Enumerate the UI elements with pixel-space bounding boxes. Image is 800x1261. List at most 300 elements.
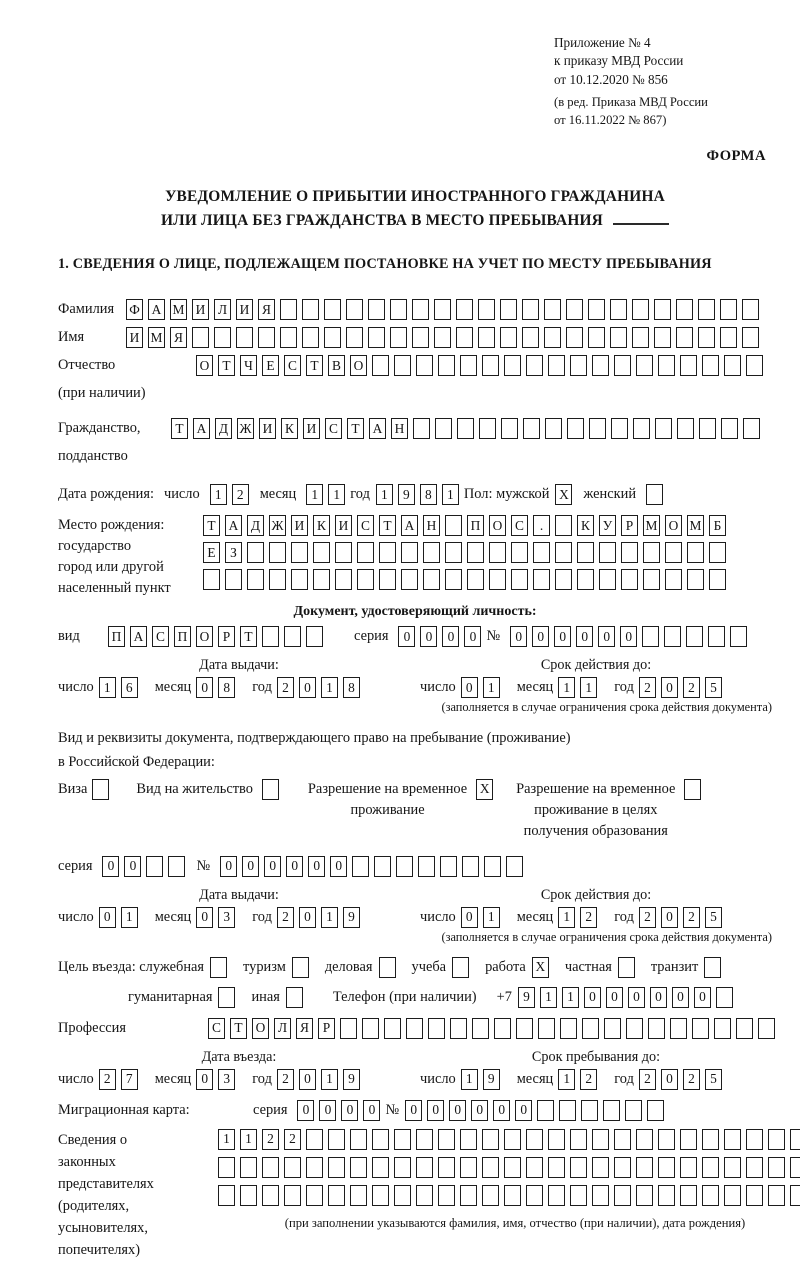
entry-dates-row [58, 1069, 772, 1090]
form-cell: 2 [639, 1069, 656, 1090]
form-cell: 0 [620, 626, 637, 647]
res-issue-month-cells [196, 907, 240, 928]
form-cell: 1 [328, 484, 345, 505]
id-doc-number-cells [510, 626, 752, 647]
form-cell [790, 1185, 800, 1206]
form-cell: 0 [576, 626, 593, 647]
form-cell [291, 569, 308, 590]
form-cell: 2 [580, 907, 597, 928]
form-cell [379, 957, 396, 978]
form-cell: 9 [483, 1069, 500, 1090]
form-cell: 0 [510, 626, 527, 647]
form-cell [643, 542, 660, 563]
form-cell: 0 [319, 1100, 336, 1121]
form-cell [262, 626, 279, 647]
form-cell [372, 1129, 389, 1150]
appendix-line-1: Приложение № 4 [554, 35, 651, 50]
form-cell [655, 418, 672, 439]
form-cell: 0 [196, 677, 213, 698]
phone-cells [518, 987, 738, 1008]
form-cell: Т [171, 418, 188, 439]
form-cell: П [174, 626, 191, 647]
form-cell: 0 [286, 856, 303, 877]
form-cell [460, 1129, 477, 1150]
residence-permit-checkbox [262, 779, 284, 800]
form-cell [646, 484, 663, 505]
form-cell [394, 1129, 411, 1150]
form-cell: К [313, 515, 330, 536]
form-cell [702, 1185, 719, 1206]
temp-residence-edu-option: Разрешение на временное проживание в целях получения образования [516, 779, 706, 842]
id-doc-series-label: серия [354, 628, 389, 645]
form-cell: 0 [515, 1100, 532, 1121]
form-cell: 0 [661, 907, 678, 928]
form-cell: 0 [628, 987, 645, 1008]
appendix-line-2: к приказу МВД России [554, 53, 684, 69]
form-cell [526, 1185, 543, 1206]
form-cell: 1 [558, 677, 575, 698]
form-title [58, 185, 772, 233]
sex-female-label: женский [583, 486, 637, 503]
form-cell [588, 299, 605, 320]
form-cell [736, 1018, 753, 1039]
patronymic-label: Отчество (при наличии) [58, 357, 146, 402]
id-valid-year-cells [639, 677, 727, 698]
form-cell [676, 327, 693, 348]
form-cell [394, 1157, 411, 1178]
form-cell [599, 542, 616, 563]
purpose-tourism-checkbox [292, 957, 314, 978]
form-cell [445, 569, 462, 590]
form-cell [302, 327, 319, 348]
form-cell: Я [296, 1018, 313, 1039]
form-cell [724, 1129, 741, 1150]
migration-number-cells [405, 1100, 669, 1121]
purpose-business-checkbox [379, 957, 401, 978]
form-cell: 3 [218, 1069, 235, 1090]
form-cell: 2 [683, 1069, 700, 1090]
form-page [58, 0, 772, 1261]
stay-until-heading: Срок пребывания до: [531, 1048, 661, 1065]
form-cell [642, 626, 659, 647]
id-doc-type-label: вид [58, 628, 80, 645]
form-cell [372, 1185, 389, 1206]
form-cell [340, 1018, 357, 1039]
migration-card-label: Миграционная карта: [58, 1101, 190, 1118]
purpose-row [58, 957, 772, 978]
form-cell [548, 1129, 565, 1150]
form-cell [489, 542, 506, 563]
migration-number-label: № [385, 1101, 400, 1118]
birth-place-block [58, 515, 772, 599]
form-cell [306, 626, 323, 647]
form-cell [699, 418, 716, 439]
form-cell: И [192, 299, 209, 320]
form-cell [511, 542, 528, 563]
form-cell: О [489, 515, 506, 536]
form-cell [544, 327, 561, 348]
form-cell [559, 1100, 576, 1121]
form-cell [566, 327, 583, 348]
form-cell: 1 [121, 907, 138, 928]
form-cell [603, 1100, 620, 1121]
form-title-line-1: УВЕДОМЛЕНИЕ О ПРИБЫТИИ ИНОСТРАННОГО ГРАЖДАНИНА [165, 187, 665, 205]
form-cell [372, 1157, 389, 1178]
form-cell [526, 355, 543, 376]
form-cell: 6 [121, 677, 138, 698]
form-cell [658, 1157, 675, 1178]
form-cell [401, 569, 418, 590]
form-cell [218, 1157, 235, 1178]
form-cell: Е [262, 355, 279, 376]
form-cell [636, 355, 653, 376]
form-cell: 0 [196, 907, 213, 928]
form-cell [302, 299, 319, 320]
form-cell: А [225, 515, 242, 536]
form-cell [610, 299, 627, 320]
title-blank-underline [613, 223, 669, 225]
form-cell: 0 [661, 1069, 678, 1090]
birth-place-row-3 [203, 569, 731, 590]
amendment-block [554, 94, 772, 129]
form-cell: П [467, 515, 484, 536]
form-cell [636, 1185, 653, 1206]
form-cell [462, 856, 479, 877]
id-doc-issue-date: число 1 6 месяц 0 8 год 2 0 1 8 [58, 677, 420, 698]
sex-male-checkbox [555, 484, 577, 505]
patronymic-cells [196, 355, 768, 376]
migration-card-row [58, 1100, 772, 1121]
form-cell: Б [709, 515, 726, 536]
form-cell: 9 [518, 987, 535, 1008]
citizenship-row [58, 418, 772, 474]
form-cell [714, 1018, 731, 1039]
form-cell [677, 418, 694, 439]
form-cell: Т [379, 515, 396, 536]
form-cell [702, 1157, 719, 1178]
appendix-line-3: от 10.12.2020 № 856 [554, 71, 668, 87]
form-cell: 1 [376, 484, 393, 505]
form-cell [396, 856, 413, 877]
form-cell [247, 569, 264, 590]
form-cell [374, 856, 391, 877]
id-issue-day-cells [99, 677, 143, 698]
form-cell [648, 1018, 665, 1039]
purpose-private-checkbox [618, 957, 640, 978]
form-cell: 1 [321, 677, 338, 698]
form-cell: 0 [471, 1100, 488, 1121]
purpose-study-checkbox [452, 957, 474, 978]
form-cell [362, 1018, 379, 1039]
form-cell [262, 1157, 279, 1178]
form-cell: 2 [639, 677, 656, 698]
profession-cells [208, 1018, 780, 1039]
form-cell [746, 1185, 763, 1206]
appendix-block [554, 34, 772, 89]
form-cell: 8 [218, 677, 235, 698]
form-cell [416, 1157, 433, 1178]
form-cell [335, 542, 352, 563]
id-valid-day-cells [461, 677, 505, 698]
form-cell: О [252, 1018, 269, 1039]
form-cell: У [599, 515, 616, 536]
profession-label: Профессия [58, 1019, 126, 1036]
form-cell [352, 856, 369, 877]
form-cell [621, 569, 638, 590]
res-valid-day-cells [461, 907, 505, 928]
residence-valid-heading: Срок действия до: [540, 886, 652, 903]
form-cell [704, 957, 721, 978]
form-cell [768, 1157, 785, 1178]
birth-date-row [58, 484, 772, 505]
purpose-work-label: работа [485, 958, 526, 975]
form-cell: 0 [606, 987, 623, 1008]
form-cell [438, 1129, 455, 1150]
phone-label: Телефон (при наличии) [332, 988, 477, 1005]
form-cell: 0 [363, 1100, 380, 1121]
form-cell [258, 327, 275, 348]
representatives-row-1 [218, 1129, 800, 1150]
purpose-humanitarian-checkbox [218, 987, 240, 1008]
form-cell [467, 569, 484, 590]
form-cell [680, 1185, 697, 1206]
id-doc-validity-note: (заполняется в случае ограничения срока действия документа) [441, 700, 772, 715]
form-cell [269, 569, 286, 590]
form-cell [240, 1157, 257, 1178]
form-cell [306, 1185, 323, 1206]
form-cell [286, 987, 303, 1008]
form-cell [555, 542, 572, 563]
residence-series-label: серия [58, 857, 93, 874]
form-cell: 0 [242, 856, 259, 877]
form-cell [482, 1157, 499, 1178]
form-cell [390, 299, 407, 320]
form-cell [346, 299, 363, 320]
amendment-line-2: от 16.11.2022 № 867) [554, 113, 667, 128]
form-cell: 1 [210, 484, 227, 505]
form-cell: М [687, 515, 704, 536]
birth-year-cells [376, 484, 464, 505]
entry-date: число 2 7 месяц 0 3 год 2 0 1 9 [58, 1069, 420, 1090]
purpose-humanitarian-label: гуманитарная [128, 988, 213, 1005]
form-cell: 0 [449, 1100, 466, 1121]
birth-month-label: месяц [259, 486, 297, 503]
form-cell: Т [218, 355, 235, 376]
form-cell [698, 327, 715, 348]
given-name-cells [126, 327, 764, 348]
form-cell [614, 1185, 631, 1206]
residence-valid-date: число 0 1 месяц 1 2 год 2 0 2 5 [420, 907, 739, 928]
stay-month-cells [558, 1069, 602, 1090]
form-cell [538, 1018, 555, 1039]
residence-series-cells [102, 856, 190, 877]
id-doc-number-label: № [486, 628, 501, 645]
id-doc-series-cells [398, 626, 486, 647]
form-cell [654, 299, 671, 320]
form-cell: А [130, 626, 147, 647]
entry-year-cells [277, 1069, 365, 1090]
form-cell [522, 327, 539, 348]
form-cell: 0 [427, 1100, 444, 1121]
form-cell [599, 569, 616, 590]
form-cell [306, 1129, 323, 1150]
form-cell [555, 515, 572, 536]
form-cell [494, 1018, 511, 1039]
form-cell [280, 327, 297, 348]
id-doc-valid-heading: Срок действия до: [540, 657, 652, 674]
stay-year-cells [639, 1069, 727, 1090]
form-cell [284, 1157, 301, 1178]
form-cell: 2 [262, 1129, 279, 1150]
id-doc-type-cells [108, 626, 328, 647]
form-cell: 0 [405, 1100, 422, 1121]
form-cell: А [148, 299, 165, 320]
id-doc-valid-date: число 0 1 месяц 1 1 год 2 0 2 5 [420, 677, 739, 698]
form-cell [472, 1018, 489, 1039]
form-cell [614, 1129, 631, 1150]
form-cell [567, 418, 584, 439]
form-cell [582, 1018, 599, 1039]
form-cell [500, 299, 517, 320]
form-cell: 1 [540, 987, 557, 1008]
migration-series-cells [297, 1100, 385, 1121]
form-cell [665, 569, 682, 590]
form-cell [324, 327, 341, 348]
section1-heading: 1. СВЕДЕНИЯ О ЛИЦЕ, ПОДЛЕЖАЩЕМ ПОСТАНОВКЕ НА УЧЕТ ПО МЕСТУ ПРЕБЫВАНИЯ [58, 256, 712, 273]
purpose-transit-checkbox [704, 957, 726, 978]
form-cell: М [170, 299, 187, 320]
form-cell [526, 1129, 543, 1150]
form-cell: 0 [442, 626, 459, 647]
form-cell [604, 1018, 621, 1039]
form-cell [368, 299, 385, 320]
form-cell [611, 418, 628, 439]
form-cell [632, 299, 649, 320]
form-cell: А [369, 418, 386, 439]
form-cell: X [532, 957, 549, 978]
form-cell [570, 1157, 587, 1178]
form-cell [702, 355, 719, 376]
sex-male-label: Пол: мужской [463, 486, 550, 503]
form-cell [626, 1018, 643, 1039]
form-cell [218, 987, 235, 1008]
form-cell: 0 [672, 987, 689, 1008]
id-issue-month-cells [196, 677, 240, 698]
form-cell [724, 355, 741, 376]
form-cell [284, 626, 301, 647]
temp-residence-option: Разрешение на временное проживание X [308, 779, 498, 821]
purpose-study-label: учеба [411, 958, 447, 975]
form-cell: Р [318, 1018, 335, 1039]
form-cell [445, 515, 462, 536]
form-cell: 2 [232, 484, 249, 505]
form-cell: В [328, 355, 345, 376]
form-cell: Д [215, 418, 232, 439]
form-cell: С [152, 626, 169, 647]
stay-until-date: число 1 9 месяц 1 2 год 2 0 2 5 [420, 1069, 739, 1090]
form-cell [390, 327, 407, 348]
residence-number-cells [220, 856, 528, 877]
form-cell: 1 [306, 484, 323, 505]
residence-issue-heading: Дата выдачи: [199, 886, 279, 903]
form-cell: Д [247, 515, 264, 536]
form-cell [412, 299, 429, 320]
form-cell [768, 1129, 785, 1150]
form-cell: 0 [299, 677, 316, 698]
id-doc-row [58, 626, 772, 647]
form-cell: 9 [343, 907, 360, 928]
form-cell [440, 856, 457, 877]
form-cell [708, 626, 725, 647]
form-cell: 0 [532, 626, 549, 647]
form-cell: 2 [683, 677, 700, 698]
form-cell: С [208, 1018, 225, 1039]
form-cell: Ж [269, 515, 286, 536]
form-cell [460, 355, 477, 376]
form-cell: 1 [483, 677, 500, 698]
form-cell [350, 1129, 367, 1150]
form-cell: 0 [341, 1100, 358, 1121]
form-cell [790, 1157, 800, 1178]
form-cell: 1 [321, 907, 338, 928]
form-cell [647, 1100, 664, 1121]
form-cell [460, 1157, 477, 1178]
form-cell [658, 355, 675, 376]
form-cell [467, 542, 484, 563]
form-cell [522, 299, 539, 320]
form-cell [680, 1129, 697, 1150]
form-cell: X [555, 484, 572, 505]
form-cell [511, 569, 528, 590]
form-cell [566, 299, 583, 320]
purpose-transit-label: транзит [650, 958, 699, 975]
form-cell [247, 542, 264, 563]
form-cell: А [401, 515, 418, 536]
form-cell: Е [203, 542, 220, 563]
form-cell: Р [218, 626, 235, 647]
form-cell: Т [203, 515, 220, 536]
form-cell [418, 856, 435, 877]
res-valid-month-cells [558, 907, 602, 928]
form-cell [416, 1129, 433, 1150]
form-cell [720, 327, 737, 348]
form-cell [592, 355, 609, 376]
purpose-private-label: частная [564, 958, 612, 975]
form-cell [434, 327, 451, 348]
form-cell [633, 418, 650, 439]
form-cell [262, 779, 279, 800]
form-cell [291, 542, 308, 563]
form-cell [614, 355, 631, 376]
form-cell [313, 569, 330, 590]
form-cell: 0 [650, 987, 667, 1008]
form-cell: 0 [420, 626, 437, 647]
form-cell [636, 1157, 653, 1178]
form-cell [548, 1185, 565, 1206]
form-cell: 1 [218, 1129, 235, 1150]
form-cell [545, 418, 562, 439]
form-cell [218, 1185, 235, 1206]
form-cell [746, 1129, 763, 1150]
purpose-tourism-label: туризм [243, 958, 286, 975]
form-cell: 1 [99, 677, 116, 698]
form-cell: 0 [461, 677, 478, 698]
form-cell [324, 299, 341, 320]
form-cell [680, 1157, 697, 1178]
form-cell: 2 [99, 1069, 116, 1090]
form-cell [478, 299, 495, 320]
sex-female-checkbox [646, 484, 668, 505]
